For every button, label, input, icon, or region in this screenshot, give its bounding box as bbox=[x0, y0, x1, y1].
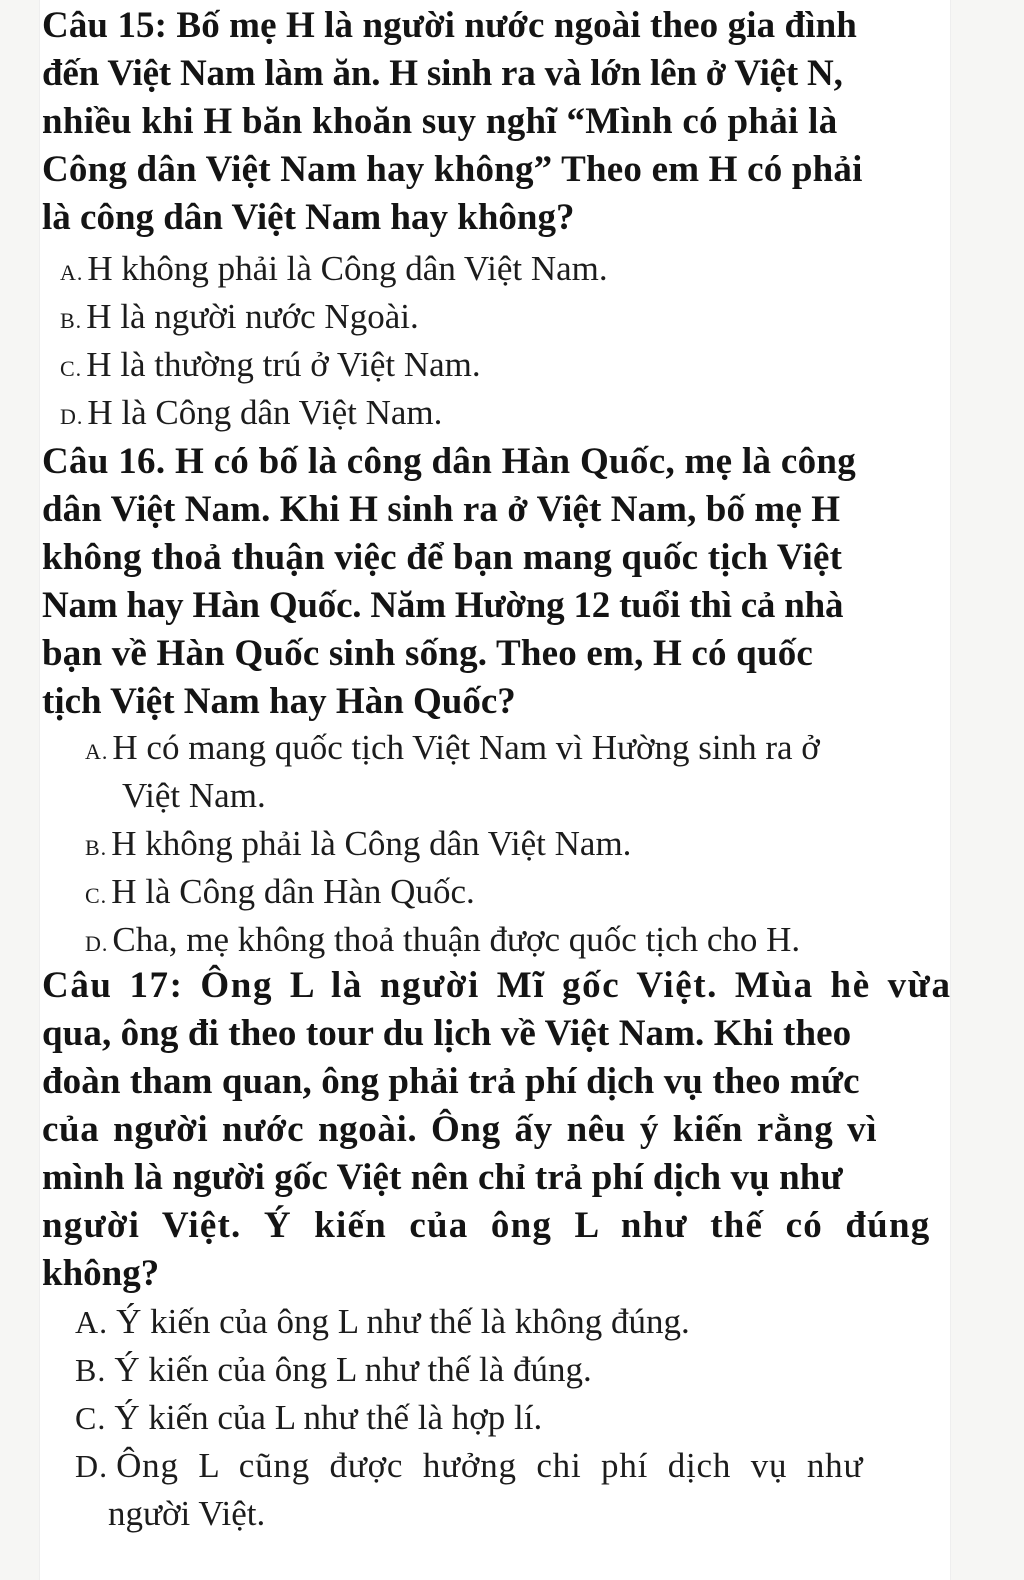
stem-line: tịch Việt Nam hay Hàn Quốc? bbox=[42, 681, 516, 722]
option-text: H không phải là Công dân Việt Nam. bbox=[87, 249, 608, 288]
stem-line: Nam hay Hàn Quốc. Năm Hường 12 tuổi thì cả nhà bbox=[42, 585, 844, 626]
question-17-option-a bbox=[75, 1298, 690, 1346]
option-text: H là Công dân Hàn Quốc. bbox=[111, 872, 475, 911]
question-15-stem bbox=[42, 2, 942, 242]
option-text: Cha, mẹ không thoả thuận được quốc tịch cho H. bbox=[112, 920, 801, 959]
question-15-option-b bbox=[60, 293, 419, 345]
stem-line: nhiều khi H băn khoăn suy nghĩ “Mình có phải là bbox=[42, 101, 838, 142]
option-text: H có mang quốc tịch Việt Nam vì Hường sinh ra ở bbox=[112, 728, 820, 767]
option-letter: A. bbox=[60, 260, 84, 285]
option-text: Ông L cũng được hưởng chi phí dịch vụ như bbox=[116, 1446, 864, 1485]
option-letter: B. bbox=[75, 1352, 107, 1388]
stem-line: dân Việt Nam. Khi H sinh ra ở Việt Nam, bố mẹ H bbox=[42, 489, 841, 530]
option-text: Ý kiến của L như thế là hợp lí. bbox=[114, 1398, 543, 1437]
stem-line: Công dân Việt Nam hay không” Theo em H có phải bbox=[42, 149, 863, 190]
option-letter: A. bbox=[75, 1304, 109, 1340]
question-17-option-d-continuation: người Việt. bbox=[108, 1494, 266, 1533]
question-15-option-d bbox=[60, 389, 442, 441]
stem-line: Câu 17: Ông L là người Mĩ gốc Việt. Mùa hè vừa bbox=[42, 965, 952, 1006]
stem-line: không thoả thuận việc để bạn mang quốc tịch Việt bbox=[42, 537, 843, 578]
stem-line: mình là người gốc Việt nên chỉ trả phí dịch vụ như bbox=[42, 1157, 843, 1198]
option-text: Ý kiến của ông L như thế là đúng. bbox=[114, 1350, 592, 1389]
option-text: H là Công dân Việt Nam. bbox=[87, 393, 443, 432]
stem-line: của người nước ngoài. Ông ấy nêu ý kiến rằng vì bbox=[42, 1109, 878, 1150]
option-letter: D. bbox=[75, 1448, 109, 1484]
stem-line: không? bbox=[42, 1253, 160, 1294]
option-letter: B. bbox=[85, 835, 108, 860]
question-16-option-c bbox=[85, 868, 475, 920]
stem-line: là công dân Việt Nam hay không? bbox=[42, 197, 575, 238]
question-15-option-c bbox=[60, 341, 481, 393]
question-16-option-b bbox=[85, 820, 631, 872]
question-17-option-b bbox=[75, 1346, 592, 1394]
option-letter: C. bbox=[85, 883, 108, 908]
question-15-option-a bbox=[60, 245, 608, 297]
option-text: H không phải là Công dân Việt Nam. bbox=[111, 824, 632, 863]
option-letter: C. bbox=[60, 356, 83, 381]
stem-line: người Việt. Ý kiến của ông L như thế có đúng bbox=[42, 1205, 931, 1246]
stem-line: qua, ông đi theo tour du lịch về Việt Nam. Khi theo bbox=[42, 1013, 852, 1054]
question-16-option-a-continuation: Việt Nam. bbox=[122, 776, 266, 815]
option-text: H là thường trú ở Việt Nam. bbox=[86, 345, 481, 384]
question-16-option-d bbox=[85, 916, 800, 968]
stem-line: Câu 15: Bố mẹ H là người nước ngoài theo gia đình bbox=[42, 5, 857, 46]
question-16-option-a bbox=[85, 724, 820, 776]
question-16-stem bbox=[42, 438, 942, 726]
stem-line: Câu 16. H có bố là công dân Hàn Quốc, mẹ là công bbox=[42, 441, 857, 482]
option-letter: D. bbox=[60, 404, 84, 429]
option-letter: A. bbox=[85, 739, 109, 764]
option-letter: C. bbox=[75, 1400, 107, 1436]
option-letter: B. bbox=[60, 308, 83, 333]
stem-line: đoàn tham quan, ông phải trả phí dịch vụ theo mức bbox=[42, 1061, 860, 1102]
question-17-stem bbox=[42, 962, 952, 1298]
option-text: Ý kiến của ông L như thế là không đúng. bbox=[116, 1302, 690, 1341]
option-text: H là người nước Ngoài. bbox=[86, 297, 419, 336]
stem-line: đến Việt Nam làm ăn. H sinh ra và lớn lên ở Việt N, bbox=[42, 53, 843, 94]
question-17-option-d bbox=[75, 1442, 863, 1490]
option-letter: D. bbox=[85, 931, 109, 956]
question-17-option-c bbox=[75, 1394, 542, 1442]
stem-line: bạn về Hàn Quốc sinh sống. Theo em, H có quốc bbox=[42, 633, 814, 674]
